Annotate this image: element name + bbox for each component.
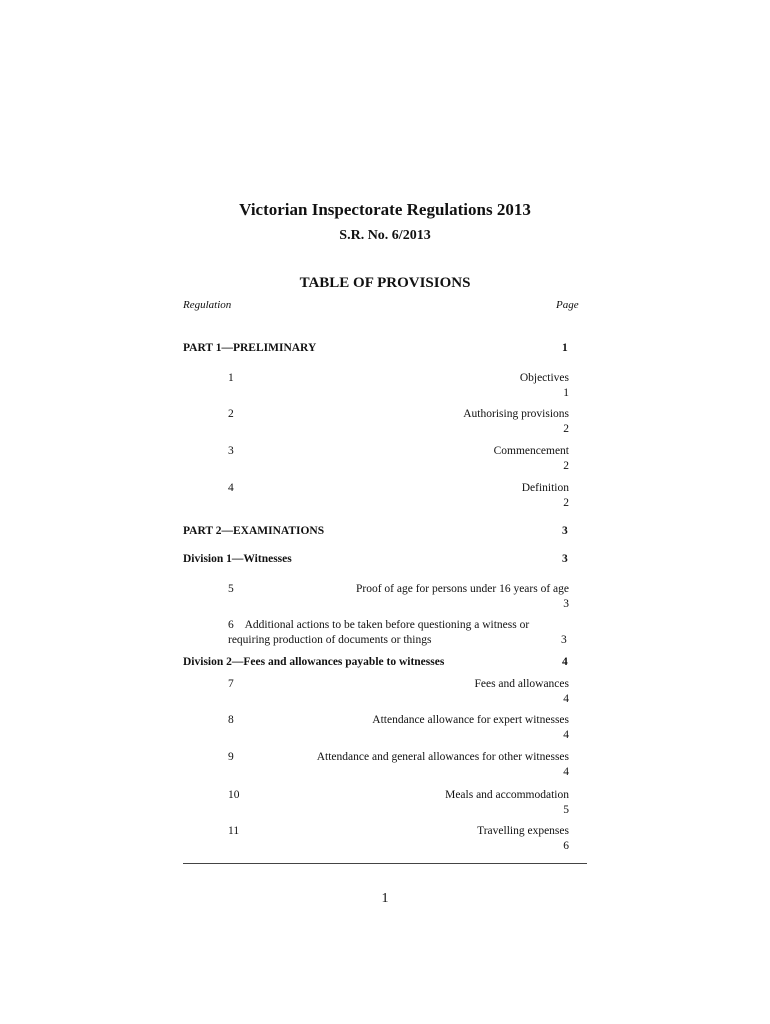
regulation-number: 9 [228,751,234,763]
regulation-title: Authorising provisions [463,408,569,420]
regulation-title: Attendance allowance for expert witnesses [372,714,569,726]
regulation-title-line-1: 6 Additional actions to be taken before questioning a witness or [228,619,530,631]
regulation-number: 7 [228,678,234,690]
document-title: Victorian Inspectorate Regulations 2013 [239,200,531,219]
statutory-rule-number: S.R. No. 6/2013 [339,228,431,243]
regulation-page: 1 [563,387,569,399]
regulation-title: Proof of age for persons under 16 years of age [356,583,569,595]
regulation-title: Travelling expenses [477,825,569,837]
page-number: 1 [381,891,389,906]
regulation-page: 2 [563,460,569,472]
division-page: 4 [562,656,568,668]
part-page: 1 [562,342,568,354]
regulation-number: 2 [228,408,234,420]
regulation-title: Objectives [519,372,569,384]
regulation-page: 2 [563,423,569,435]
footer-rule [183,863,587,864]
regulation-page: 4 [563,766,569,778]
regulation-page: 2 [563,497,569,509]
regulation-number: 3 [228,445,234,457]
regulation-number: 4 [228,482,234,494]
regulation-title: Definition [521,482,569,494]
regulation-number: 1 [228,372,234,384]
regulation-title: Fees and allowances [474,678,569,690]
regulation-number: 8 [228,714,234,726]
column-header-page: Page [556,299,579,311]
column-header-regulation: Regulation [183,299,232,311]
regulation-number: 10 [228,789,240,801]
regulation-title: Attendance and general allowances for other witnesses [316,751,569,763]
regulation-page: 4 [563,729,569,741]
part-heading: PART 2—EXAMINATIONS [183,525,325,537]
regulation-page: 3 [563,598,569,610]
regulation-page: 6 [563,840,569,852]
division-heading: Division 1—Witnesses [183,553,292,565]
regulation-page: 4 [563,693,569,705]
part-page: 3 [562,525,568,537]
regulation-title: Commencement [493,445,569,457]
regulation-number: 11 [228,825,240,837]
toc-heading: TABLE OF PROVISIONS [299,275,471,291]
regulation-number: 5 [228,583,234,595]
regulation-page: 5 [563,804,569,816]
division-heading: Division 2—Fees and allowances payable to witnesses [183,656,445,668]
regulation-title-line-2: requiring production of documents or things [228,634,432,646]
regulation-page: 3 [561,634,567,646]
division-page: 3 [562,553,568,565]
regulation-title: Meals and accommodation [445,789,569,801]
part-heading: PART 1—PRELIMINARY [183,342,317,354]
